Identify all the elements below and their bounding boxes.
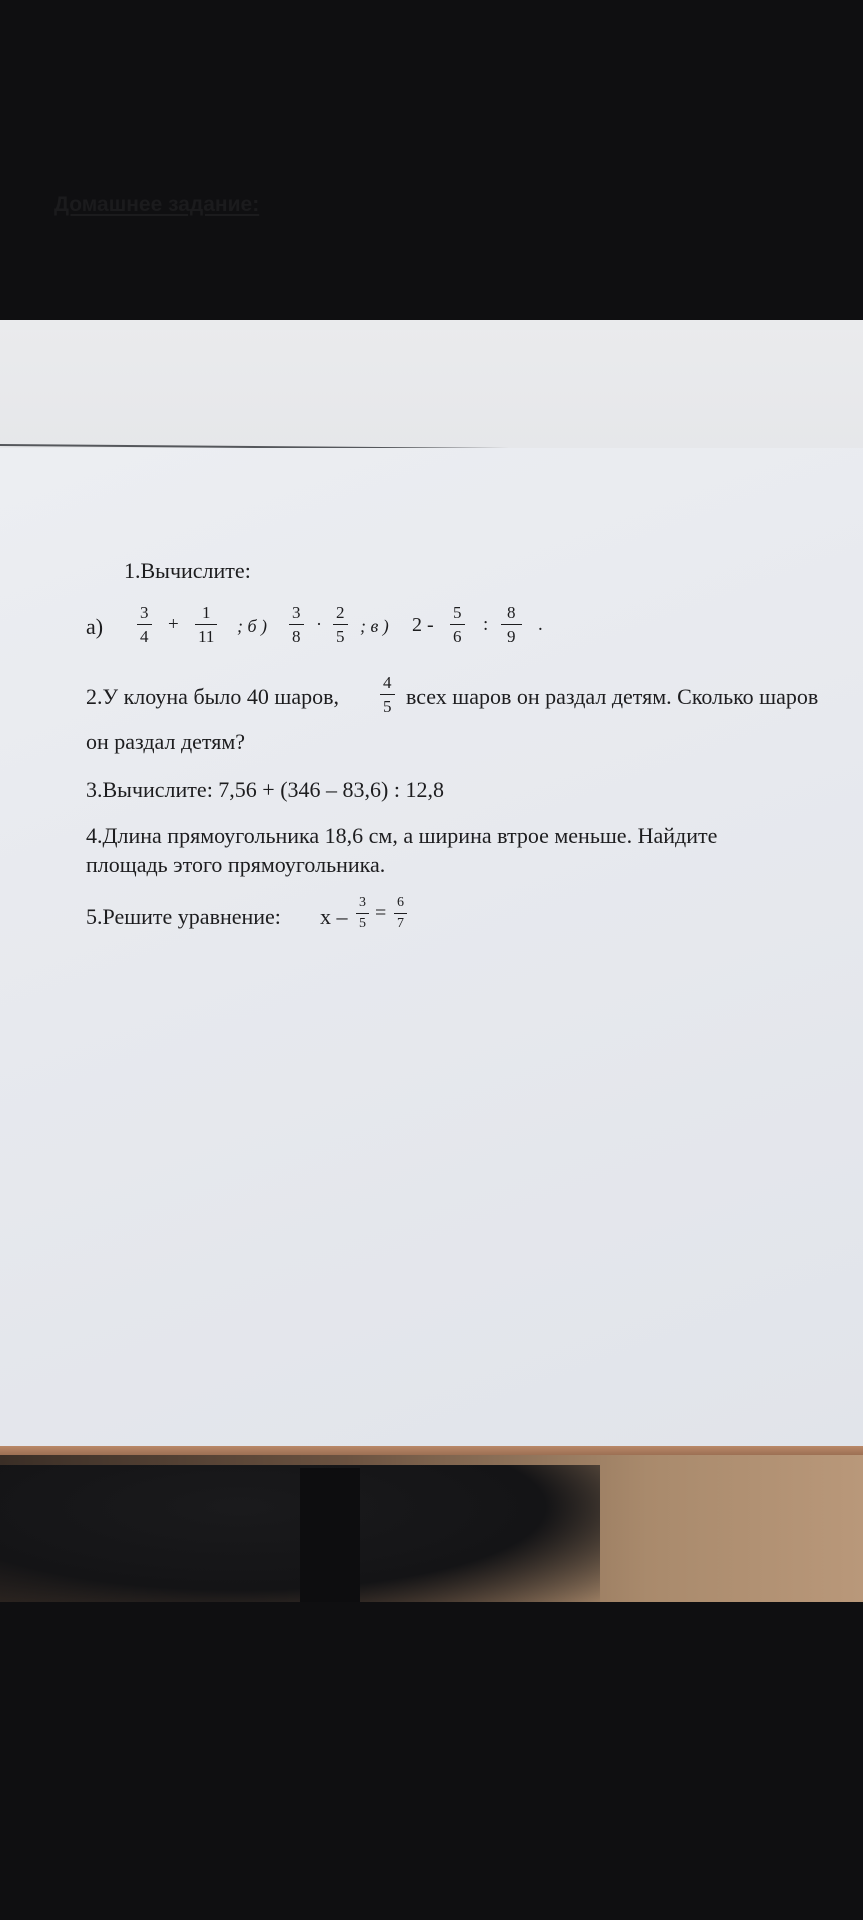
task1-v-label: ; в ) bbox=[360, 616, 389, 636]
denominator: 6 bbox=[450, 624, 465, 645]
numerator: 1 bbox=[202, 603, 211, 622]
task5-label: 5.Решите уравнение: bbox=[86, 904, 281, 929]
colon-sign: : bbox=[483, 614, 489, 635]
denominator: 7 bbox=[394, 913, 407, 931]
numerator: 3 bbox=[292, 603, 301, 622]
upper-sheet bbox=[0, 320, 863, 450]
numerator: 4 bbox=[383, 673, 392, 692]
homework-sheet bbox=[0, 448, 863, 1448]
fraction-a2 bbox=[194, 604, 219, 645]
numerator: 5 bbox=[453, 603, 462, 622]
denominator: 4 bbox=[137, 624, 152, 645]
fraction-task2 bbox=[380, 674, 395, 715]
fraction-task5-1 bbox=[356, 896, 369, 931]
denominator: 5 bbox=[380, 694, 395, 715]
fraction-task5-2 bbox=[394, 896, 407, 931]
task1-b-label: ; б ) bbox=[237, 616, 268, 636]
numerator: 3 bbox=[140, 603, 149, 622]
denominator: 5 bbox=[356, 913, 369, 931]
task4-line2: площадь этого прямоугольника. bbox=[86, 852, 386, 877]
fraction-v1 bbox=[450, 604, 465, 645]
denominator: 11 bbox=[195, 624, 217, 645]
page-title: Домашнее задание: bbox=[54, 193, 260, 216]
task3-text: 3.Вычислите: 7,56 + (346 – 83,6) : 12,8 bbox=[86, 777, 444, 802]
photo bbox=[0, 320, 863, 1602]
plus-sign: + bbox=[168, 614, 179, 635]
fraction-a1 bbox=[137, 604, 152, 645]
period: . bbox=[538, 614, 543, 635]
fraction-v2 bbox=[501, 604, 522, 645]
fraction-b1 bbox=[289, 604, 304, 645]
task4-line1: 4.Длина прямоугольника 18,6 см, а ширина втрое меньше. Найдите bbox=[86, 823, 718, 848]
task2-line2: он раздал детям? bbox=[86, 729, 246, 754]
denominator: 9 bbox=[501, 624, 522, 645]
task1-v-lead: 2 - bbox=[412, 614, 434, 636]
task1-label: 1.Вычислите: bbox=[124, 558, 251, 583]
fraction-b2 bbox=[333, 604, 348, 645]
task2-text-start: 2.У клоуна было 40 шаров, bbox=[86, 684, 339, 709]
denominator: 5 bbox=[333, 624, 348, 645]
numerator: 3 bbox=[359, 895, 366, 910]
task1-a-label: а) bbox=[86, 614, 104, 639]
denominator: 8 bbox=[289, 624, 304, 645]
numerator: 6 bbox=[397, 895, 404, 910]
numerator: 8 bbox=[507, 603, 516, 622]
task5-x-minus: x – bbox=[320, 904, 348, 929]
chair-leg bbox=[300, 1468, 360, 1602]
task2-text-end: всех шаров он раздал детям. Сколько шаров bbox=[406, 684, 819, 709]
equals-sign: = bbox=[375, 902, 387, 924]
dot-sign: · bbox=[316, 614, 322, 634]
numerator: 2 bbox=[336, 603, 345, 622]
